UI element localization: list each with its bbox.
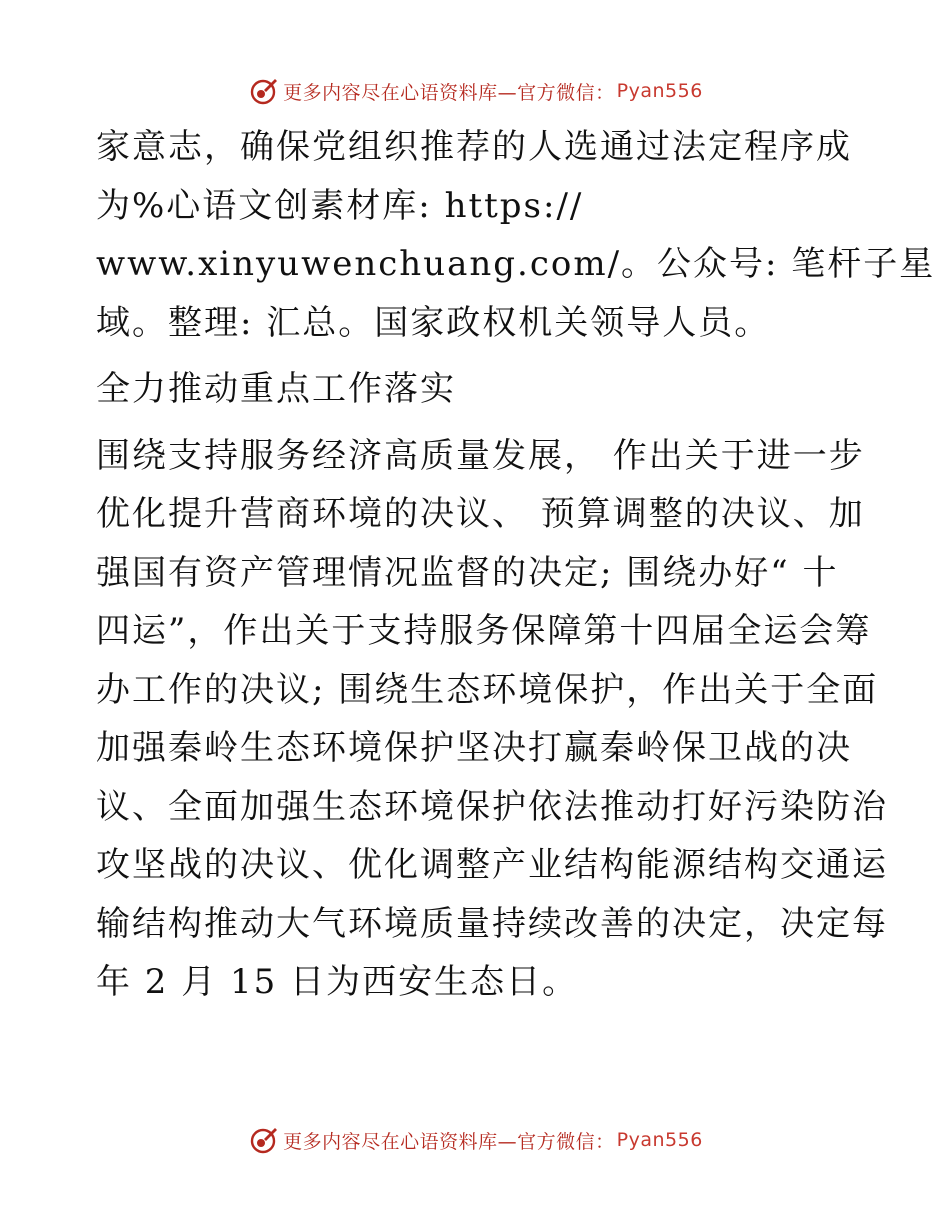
paragraph-line: www.xinyuwenchuang.com/。公众号: 笔杆子星 bbox=[96, 244, 936, 284]
paragraph-line: 办工作的决议; 围绕生态环境保护，作出关于全面 bbox=[96, 669, 879, 710]
footer-banner-handle: Pyan556 bbox=[616, 1129, 703, 1151]
paragraph-line: 优化提升营商环境的决议、 预算调整的决议、加 bbox=[96, 494, 865, 534]
paragraph-line: 年 2 月 15 日为西安生态日。 bbox=[96, 962, 579, 1002]
footer-banner-text: 更多内容尽在心语资料库—官方微信： bbox=[283, 1130, 615, 1153]
paragraph-line: 四运”，作出关于支持服务保障第十四届全运会筹 bbox=[96, 611, 872, 651]
paragraph-line: 输结构推动大气环境质量持续改善的决定，决定每 bbox=[96, 903, 888, 944]
paragraph-line: 围绕支持服务经济高质量发展， 作出关于进一步 bbox=[96, 435, 865, 476]
header-banner-text: 更多内容尽在心语资料库—官方微信： bbox=[283, 81, 615, 104]
paragraph-line: 加强秦岭生态环境保护坚决打赢秦岭保卫战的决 bbox=[96, 728, 852, 768]
quill-pen-icon bbox=[247, 75, 279, 107]
paragraph-line: 家意志，确保党组织推荐的人选通过法定程序成 bbox=[96, 127, 852, 167]
paragraph-2 bbox=[96, 427, 888, 1012]
footer-banner bbox=[0, 1120, 950, 1160]
header-banner bbox=[0, 71, 950, 111]
section-heading: 全力推动重点工作落实 bbox=[96, 369, 456, 409]
paragraph-line: 攻坚战的决议、优化调整产业结构能源结构交通运 bbox=[96, 845, 888, 885]
quill-pen-icon bbox=[247, 1124, 279, 1156]
paragraph-1 bbox=[96, 118, 936, 352]
paragraph-line: 议、全面加强生态环境保护依法推动打好污染防治 bbox=[96, 786, 888, 827]
paragraph-line: 为%心语文创素材库: https:// bbox=[96, 185, 584, 226]
header-banner-handle: Pyan556 bbox=[616, 80, 703, 102]
paragraph-line: 强国有资产管理情况监督的决定; 围绕办好“ 十 bbox=[96, 552, 839, 593]
document-body bbox=[96, 118, 936, 1012]
paragraph-line: 域。整理: 汇总。国家政权机关领导人员。 bbox=[96, 302, 771, 343]
